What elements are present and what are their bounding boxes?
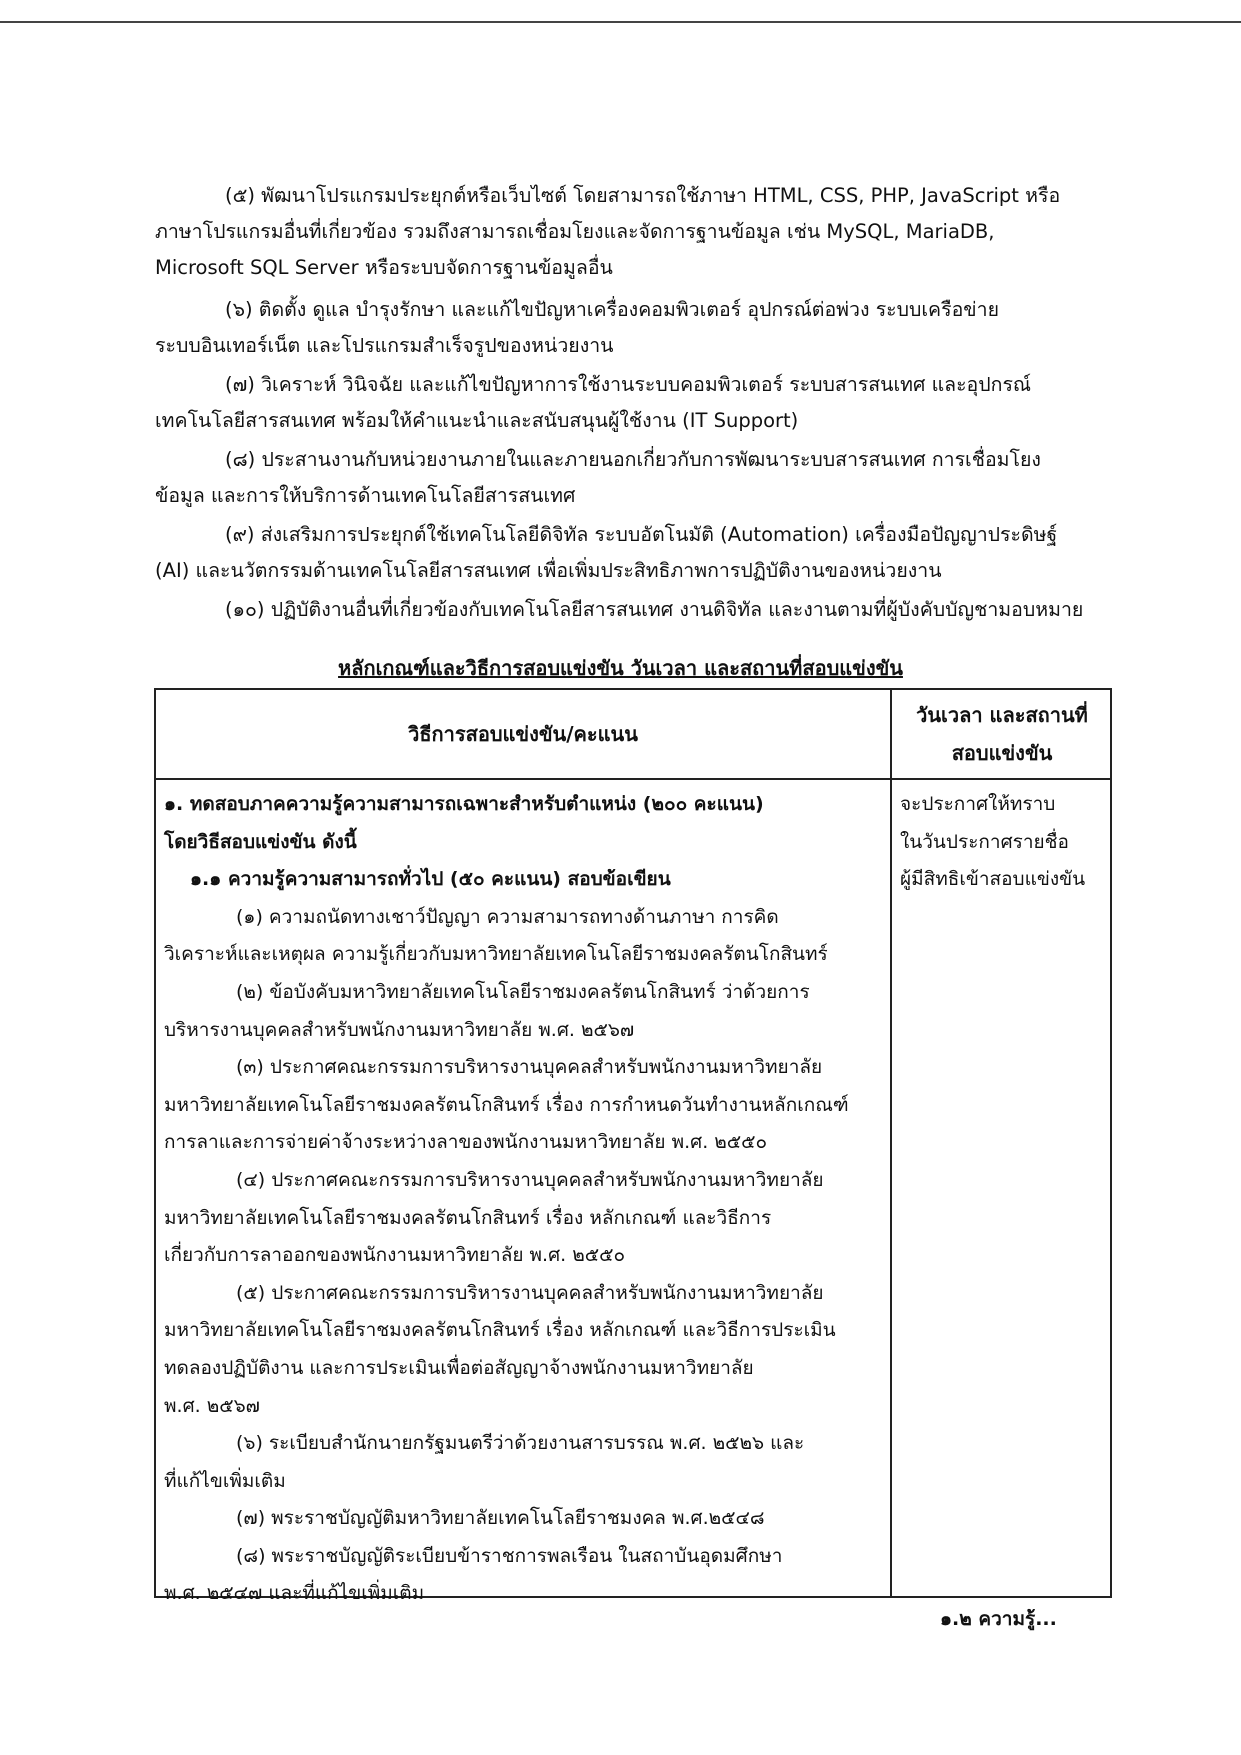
paragraph-5-line-3: Microsoft SQL Server หรือระบบจัดการฐานข้อมูลอื่น <box>155 256 613 279</box>
method-line: (๘) พระราชบัญญัติระเบียบข้าราชการพลเรือน ในสถาบันอุดมศึกษา <box>236 1544 783 1567</box>
paragraph-6 <box>155 292 1085 364</box>
method-line: มหาวิทยาลัยเทคโนโลยีราชมงคลรัตนโกสินทร์ เรื่อง การกำหนดวันทำงานหลักเกณฑ์ <box>164 1093 849 1116</box>
table-header-date-line-1: วันเวลา และสถานที่ <box>916 703 1088 727</box>
table-header-date-line-2: สอบแข่งขัน <box>951 741 1053 765</box>
date-line: ผู้มีสิทธิเข้าสอบแข่งขัน <box>900 868 1086 891</box>
method-line: (๖) ระเบียบสำนักนายกรัฐมนตรีว่าด้วยงานสารบรรณ พ.ศ. ๒๕๒๖ และ <box>236 1432 805 1455</box>
method-line: (๓) ประกาศคณะกรรมการบริหารงานบุคคลสำหรับพนักงานมหาวิทยาลัย <box>236 1056 823 1079</box>
continuation-footer: ๑.๒ ความรู้... <box>940 1608 1057 1630</box>
method-line: วิเคราะห์และเหตุผล ความรู้เกี่ยวกับมหาวิทยาลัยเทคโนโลยีราชมงคลรัตนโกสินทร์ <box>164 943 828 966</box>
method-line: มหาวิทยาลัยเทคโนโลยีราชมงคลรัตนโกสินทร์ เรื่อง หลักเกณฑ์ และวิธีการประเมิน <box>164 1319 836 1342</box>
method-line: โดยวิธีสอบแข่งขัน ดังนี้ <box>164 830 357 853</box>
paragraph-9 <box>155 517 1085 589</box>
method-line: การลาและการจ่ายค่าจ้างระหว่างลาของพนักงานมหาวิทยาลัย พ.ศ. ๒๕๕๐ <box>164 1131 768 1154</box>
method-line: พ.ศ. ๒๕๔๗ และที่แก้ไขเพิ่มเติม <box>164 1582 425 1605</box>
paragraph-7 <box>155 367 1085 439</box>
method-line: (๑) ความถนัดทางเชาว์ปัญญา ความสามารถทางด้านภาษา การคิด <box>236 905 779 928</box>
method-line: บริหารงานบุคคลสำหรับพนักงานมหาวิทยาลัย พ.ศ. ๒๕๖๗ <box>164 1018 635 1041</box>
method-line: มหาวิทยาลัยเทคโนโลยีราชมงคลรัตนโกสินทร์ เรื่อง หลักเกณฑ์ และวิธีการ <box>164 1206 772 1229</box>
section-heading: หลักเกณฑ์และวิธีการสอบแข่งขัน วันเวลา และสถานที่สอบแข่งขัน <box>338 656 903 680</box>
method-line: (๒) ข้อบังคับมหาวิทยาลัยเทคโนโลยีราชมงคลรัตนโกสินทร์ ว่าด้วยการ <box>236 980 810 1003</box>
paragraph-8-line-2: ข้อมูล และการให้บริการด้านเทคโนโลยีสารสนเทศ <box>155 484 576 507</box>
top-rule <box>0 21 1241 23</box>
method-line: เกี่ยวกับการลาออกของพนักงานมหาวิทยาลัย พ.ศ. ๒๕๕๐ <box>164 1244 626 1267</box>
paragraph-9-line-2: (AI) และนวัตกรรมด้านเทคโนโลยีสารสนเทศ เพื่อเพิ่มประสิทธิภาพการปฏิบัติงานของหน่วยงาน <box>155 559 942 582</box>
paragraph-7-line-1: (๗) วิเคราะห์ วินิจฉัย และแก้ไขปัญหาการใช้งานระบบคอมพิวเตอร์ ระบบสารสนเทศ และอุปกรณ์ <box>225 373 1032 396</box>
method-line: พ.ศ. ๒๕๖๗ <box>164 1394 260 1417</box>
table-header-divider <box>156 778 1110 780</box>
method-line: ทดลองปฏิบัติงาน และการประเมินเพื่อต่อสัญญาจ้างพนักงานมหาวิทยาลัย <box>164 1356 754 1379</box>
table-date-cell <box>900 786 1106 899</box>
paragraph-7-line-2: เทคโนโลยีสารสนเทศ พร้อมให้คำแนะนำและสนับสนุนผู้ใช้งาน (IT Support) <box>155 409 799 432</box>
paragraph-6-line-2: ระบบอินเทอร์เน็ต และโปรแกรมสำเร็จรูปของหน่วยงาน <box>155 334 614 357</box>
table-method-cell <box>164 786 886 1613</box>
paragraph-5 <box>155 178 1085 286</box>
table-header-date <box>892 696 1112 772</box>
table-header-method-label: วิธีการสอบแข่งขัน/คะแนน <box>408 722 638 746</box>
paragraph-6-line-1: (๖) ติดตั้ง ดูแล บำรุงรักษา และแก้ไขปัญหาเครื่องคอมพิวเตอร์ อุปกรณ์ต่อพ่วง ระบบเครือข่าย <box>225 298 999 321</box>
paragraph-8-line-1: (๘) ประสานงานกับหน่วยงานภายในและภายนอกเกี่ยวกับการพัฒนาระบบสารสนเทศ การเชื่อมโยง <box>225 448 1041 471</box>
paragraph-10 <box>155 592 1085 628</box>
method-line: (๕) ประกาศคณะกรรมการบริหารงานบุคคลสำหรับพนักงานมหาวิทยาลัย <box>236 1281 824 1304</box>
paragraph-5-line-2: ภาษาโปรแกรมอื่นที่เกี่ยวข้อง รวมถึงสามารถเชื่อมโยงและจัดการฐานข้อมูล เช่น MySQL, MariaDB, <box>155 220 995 243</box>
table-header-method <box>156 690 890 778</box>
paragraph-5-line-1: (๕) พัฒนาโปรแกรมประยุกต์หรือเว็บไซต์ โดยสามารถใช้ภาษา HTML, CSS, PHP, JavaScript หรือ <box>225 184 1061 207</box>
paragraph-10-line-1: (๑๐) ปฏิบัติงานอื่นที่เกี่ยวข้องกับเทคโนโลยีสารสนเทศ งานดิจิทัล และงานตามที่ผู้บังคับบัญชามอบหมาย <box>225 598 1084 621</box>
method-line: (๗) พระราชบัญญัติมหาวิทยาลัยเทคโนโลยีราชมงคล พ.ศ.๒๕๔๘ <box>236 1507 765 1530</box>
date-line: ในวันประกาศรายชื่อ <box>900 830 1069 853</box>
table-column-divider <box>890 690 892 1596</box>
method-line: ๑.๑ ความรู้ความสามารถทั่วไป (๕๐ คะแนน) สอบข้อเขียน <box>190 868 671 891</box>
paragraph-8 <box>155 442 1085 514</box>
date-line: จะประกาศให้ทราบ <box>900 793 1056 815</box>
exam-table <box>154 688 1112 1605</box>
method-line: ๑. ทดสอบภาคความรู้ความสามารถเฉพาะสำหรับตำแหน่ง (๒๐๐ คะแนน) <box>164 793 764 815</box>
method-line: ที่แก้ไขเพิ่มเติม <box>164 1469 286 1492</box>
method-line: (๔) ประกาศคณะกรรมการบริหารงานบุคคลสำหรับพนักงานมหาวิทยาลัย <box>236 1168 824 1191</box>
paragraph-9-line-1: (๙) ส่งเสริมการประยุกต์ใช้เทคโนโลยีดิจิทัล ระบบอัตโนมัติ (Automation) เครื่องมือปัญญาประดิษฐ์ <box>225 523 1058 546</box>
